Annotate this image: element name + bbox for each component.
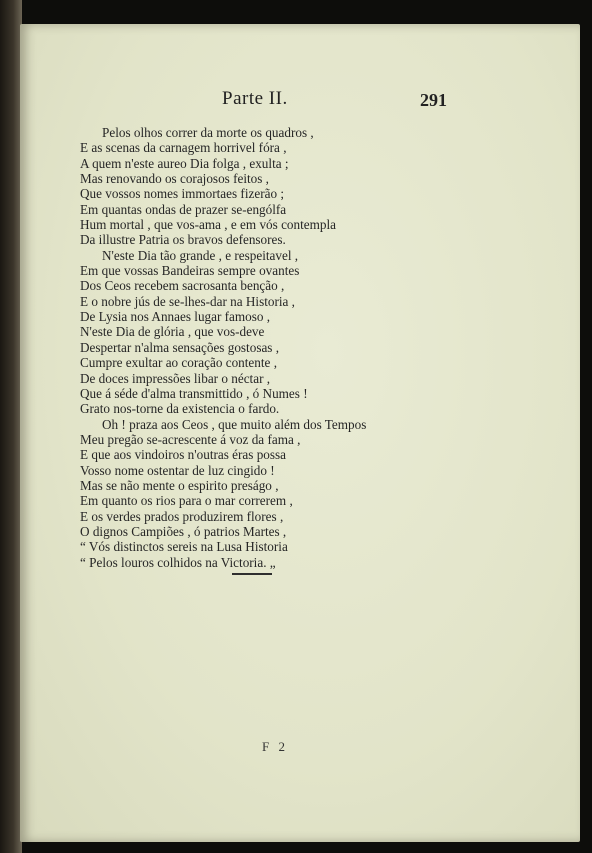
poem-line: Meu pregão se-acrescente á voz da fama , bbox=[80, 431, 301, 447]
poem-line: Grato nos-torne da existencia o fardo. bbox=[80, 401, 280, 417]
poem-text bbox=[80, 125, 420, 570]
poem-line: Hum mortal , que vos-ama , e em vós contempla bbox=[80, 217, 336, 233]
poem-line: Vosso nome ostentar de luz cingido ! bbox=[80, 462, 275, 478]
poem-line: Em quanto os rios para o mar correrem , bbox=[80, 493, 293, 509]
poem-line: Pelos olhos correr da morte os quadros , bbox=[102, 125, 314, 140]
poem-line: Mas renovando os corajosos feitos , bbox=[80, 171, 269, 187]
section-divider bbox=[232, 573, 272, 575]
poem-line: Despertar n'alma sensações gostosas , bbox=[80, 339, 280, 355]
poem-line: “ Vós distinctos sereis na Lusa Historia bbox=[80, 539, 288, 555]
poem-line: Da illustre Patria os bravos defensores. bbox=[80, 232, 286, 248]
poem-line: A quem n'este aureo Dia folga , exulta ; bbox=[80, 155, 289, 171]
poem-line: E que aos vindoiros n'outras éras possa bbox=[80, 447, 287, 463]
poem-line: O dignos Campiões , ó patrios Martes , bbox=[80, 523, 287, 539]
page-number: 291 bbox=[420, 90, 447, 110]
poem-line: Oh ! praza aos Ceos , que muito além dos Tempos bbox=[102, 416, 367, 432]
poem-line: E as scenas da carnagem horrivel fóra , bbox=[80, 140, 287, 156]
poem-line: De Lysia nos Annaes lugar famoso , bbox=[80, 309, 271, 325]
poem-line: Em quantas ondas de prazer se-engólfa bbox=[80, 201, 287, 217]
poem-line: E o nobre jús de se-lhes-dar na Historia , bbox=[80, 293, 295, 309]
poem-line: N'este Dia de glória , que vos-deve bbox=[80, 324, 265, 340]
poem-line: Mas se não mente o espirito preságo , bbox=[80, 477, 279, 493]
book-spine bbox=[0, 0, 22, 853]
printer-signature-mark: F 2 bbox=[262, 739, 288, 754]
poem-line: “ Pelos louros colhidos na Victoria. „ bbox=[80, 554, 276, 570]
poem-line: E os verdes prados produzirem flores , bbox=[80, 508, 284, 524]
poem-line: N'este Dia tão grande , e respeitavel , bbox=[102, 247, 299, 263]
poem-line: Cumpre exultar ao coração contente , bbox=[80, 355, 277, 371]
page-header bbox=[0, 88, 592, 118]
poem-line: Que á séde d'alma transmittido , ó Numes ! bbox=[80, 385, 308, 401]
poem-line: Em que vossas Bandeiras sempre ovantes bbox=[80, 263, 300, 279]
running-head: Parte II. bbox=[222, 88, 288, 109]
poem-line: Dos Ceos recebem sacrosanta benção , bbox=[80, 278, 285, 294]
poem-line: De doces impressões libar o néctar , bbox=[80, 370, 271, 386]
poem-line: Que vossos nomes immortaes fizerão ; bbox=[80, 186, 284, 202]
